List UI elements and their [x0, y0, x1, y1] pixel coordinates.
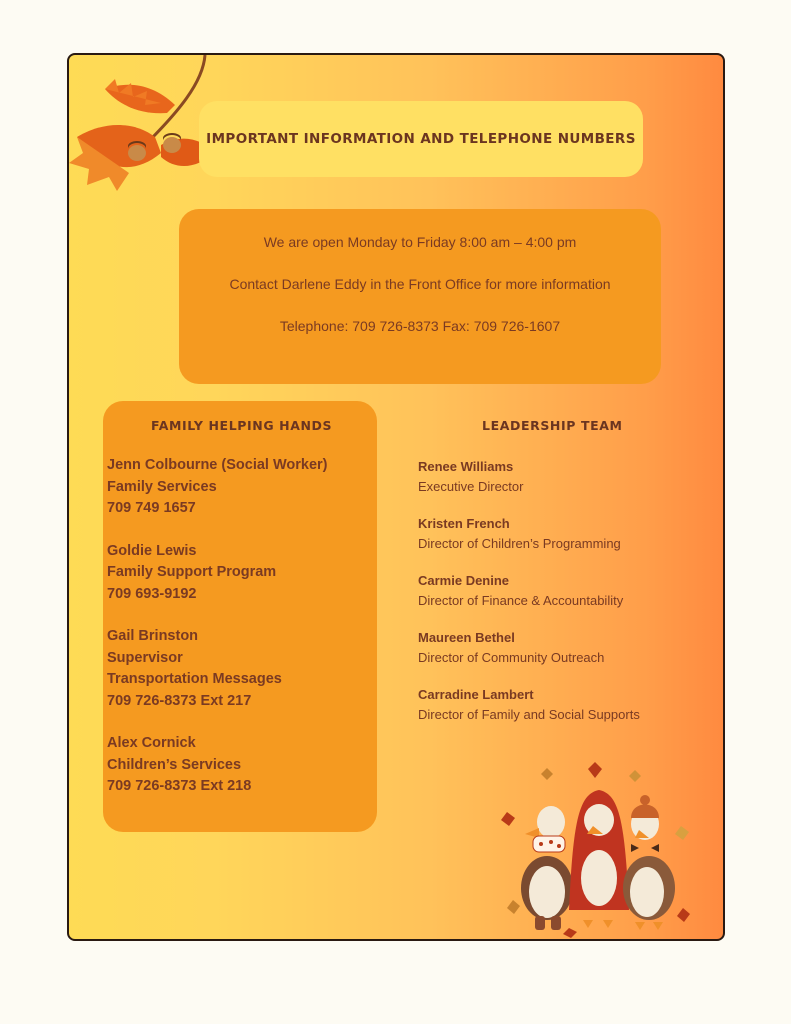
contact-line: 709 749 1657 — [107, 500, 196, 516]
geese-illustration — [499, 760, 699, 938]
contact-line: 709 726-8373 Ext 218 — [107, 778, 252, 794]
flyer-page — [67, 53, 725, 941]
title-banner — [199, 101, 643, 177]
leader-item — [418, 628, 640, 667]
leader-item — [418, 571, 640, 610]
phone-fax-text: Telephone: 709 726-8373 Fax: 709 726-1607 — [279, 318, 561, 334]
leader-role: Director of Community Outreach — [418, 649, 605, 665]
leader-role: Director of Family and Social Supports — [418, 706, 640, 722]
leader-item — [418, 457, 640, 496]
contact-line: 709 726-8373 Ext 217 — [107, 692, 252, 709]
family-helping-hands-list — [107, 455, 328, 819]
hours-info-box — [179, 209, 661, 384]
leader-name: Carmie Denine — [418, 573, 510, 588]
contact-line: Alex Cornick — [107, 735, 196, 751]
leader-name: Renee Williams — [418, 459, 514, 474]
leadership-team-title: LEADERSHIP TEAM — [482, 418, 623, 433]
contact-item — [107, 455, 328, 520]
contact-line: Gail Brinston — [107, 628, 199, 644]
contact-line: Family Support Program — [107, 564, 277, 580]
contact-line: Family Services — [107, 478, 217, 495]
contact-line: 709 693-9192 — [107, 585, 197, 602]
leader-name: Kristen French — [418, 516, 510, 531]
contact-line: Children’s Services — [107, 756, 242, 773]
leader-name: Carradine Lambert — [418, 687, 534, 702]
leader-item — [418, 685, 640, 724]
leader-item — [418, 514, 640, 553]
family-helping-hands-title: FAMILY HELPING HANDS — [151, 418, 333, 433]
contact-item — [107, 541, 328, 606]
leadership-team-list — [418, 457, 640, 742]
contact-line: Transportation Messages — [107, 671, 282, 687]
family-helping-hands-box — [103, 401, 377, 832]
contact-line: Jenn Colbourne (Social Worker) — [107, 457, 328, 473]
contact-item — [107, 626, 328, 712]
page-title: IMPORTANT INFORMATION AND TELEPHONE NUMBERS — [206, 131, 636, 147]
contact-text: Contact Darlene Eddy in the Front Office for more information — [229, 276, 611, 292]
hours-text: We are open Monday to Friday 8:00 am – 4:00 pm — [263, 234, 577, 250]
contact-line: Supervisor — [107, 649, 183, 666]
leader-role: Director of Finance & Accountability — [418, 592, 624, 608]
leader-role: Director of Children’s Programming — [418, 535, 621, 551]
contact-item — [107, 733, 328, 798]
leader-role: Executive Director — [418, 478, 524, 494]
leader-name: Maureen Bethel — [418, 630, 515, 645]
contact-line: Goldie Lewis — [107, 542, 197, 559]
